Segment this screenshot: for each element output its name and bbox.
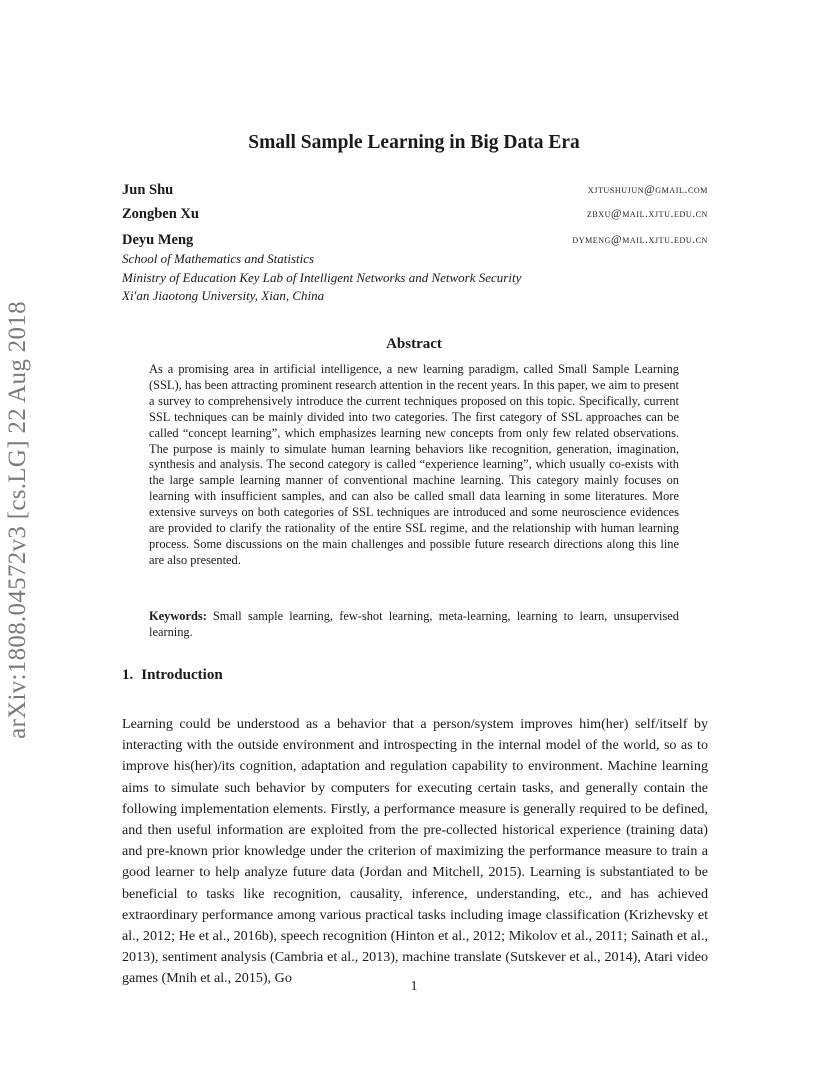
section-title: Introduction: [141, 667, 223, 683]
author-email[interactable]: zbxu@mail.xjtu.edu.cn: [586, 208, 708, 220]
section-number: 1.: [122, 667, 134, 683]
affiliation-line: Ministry of Education Key Lab of Intelligent Networks and Network Security: [122, 270, 522, 285]
section-heading: [122, 667, 223, 684]
page-number: 1: [410, 979, 418, 994]
author-row: [122, 232, 708, 250]
author-email[interactable]: xjtushujun@gmail.com: [587, 184, 708, 196]
introduction-text: Learning could be understood as a behavior that a person/system improves him(her) self/itself by interacting with the outside environment and introspecting in the internal model of the world, so as to improve his(her)/its cognition, adaptation and regulation capability to environment. Machine learning aims to simulate such behavior by computers for executing certain tasks, and generally contain the following implementation elements. Firstly, a performance measure is generally required to be defined, and then useful information are exploited from the pre-collected historical experience (training data) and pre-known prior knowledge under the criterion of maximizing the performance measure to train a good learner to help analyze future data (Jordan and Mitchell, 2015). Learning is substantiated to be beneficial to tasks like recognition, causality, inference, understanding, etc., and has achieved extraordinary performance among various practical tasks including image classification (Krizhevsky et al., 2012; He et al., 2016b), speech recognition (Hinton et al., 2012; Mikolov et al., 2011; Sainath et al., 2013), sentiment analysis (Cambria et al., 2013), machine translate (Sutskever et al., 2014), Atari video games (Mnih et al., 2015), Go: [122, 716, 708, 987]
keywords-label: Keywords:: [149, 609, 207, 623]
author-name: Jun Shu: [122, 182, 174, 198]
author-name: Zongben Xu: [122, 206, 199, 222]
keywords: [149, 608, 679, 640]
abstract-heading: Abstract: [386, 336, 442, 352]
arxiv-identifier-text: arXiv:1808.04572v3 [cs.LG] 22 Aug 2018: [4, 301, 31, 739]
author-row: [122, 182, 708, 200]
abstract-text: As a promising area in artificial intelligence, a new learning paradigm, called Small Sample Learning (SSL), has been attracting prominent research attention in the recent years. In this paper, we aim to present a survey to comprehensively introduce the current techniques proposed on this topic. Specifically, current SSL techniques can be mainly divided into two categories. The first category of SSL approaches can be called “concept learning”, which emphasizes learning new concepts from only few related observations. The purpose is mainly to simulate human learning behaviors like recognition, generation, imagination, synthesis and analysis. The second category is called “experience learning”, which usually co-exists with the large sample learning manner of conventional machine learning. This category mainly focuses on learning with insufficient samples, and can also be called small data learning in some literatures. More extensive surveys on both categories of SSL techniques are introduced and some neuroscience evidences are provided to clarify the rationality of the entire SSL regime, and the relationship with human learning process. Some discussions on the main challenges and possible future research directions along this line are also presented.: [149, 362, 679, 567]
author-name: Deyu Meng: [122, 232, 194, 248]
paper-title: Small Sample Learning in Big Data Era: [248, 132, 580, 153]
keywords-text: Small sample learning, few-shot learning, meta-learning, learning to learn, unsupervised learning.: [149, 609, 679, 639]
affiliation-line: Xi'an Jiaotong University, Xian, China: [122, 288, 325, 303]
affiliation-line: School of Mathematics and Statistics: [122, 251, 315, 266]
author-row: [122, 206, 708, 224]
author-email[interactable]: dymeng@mail.xjtu.edu.cn: [572, 234, 708, 246]
